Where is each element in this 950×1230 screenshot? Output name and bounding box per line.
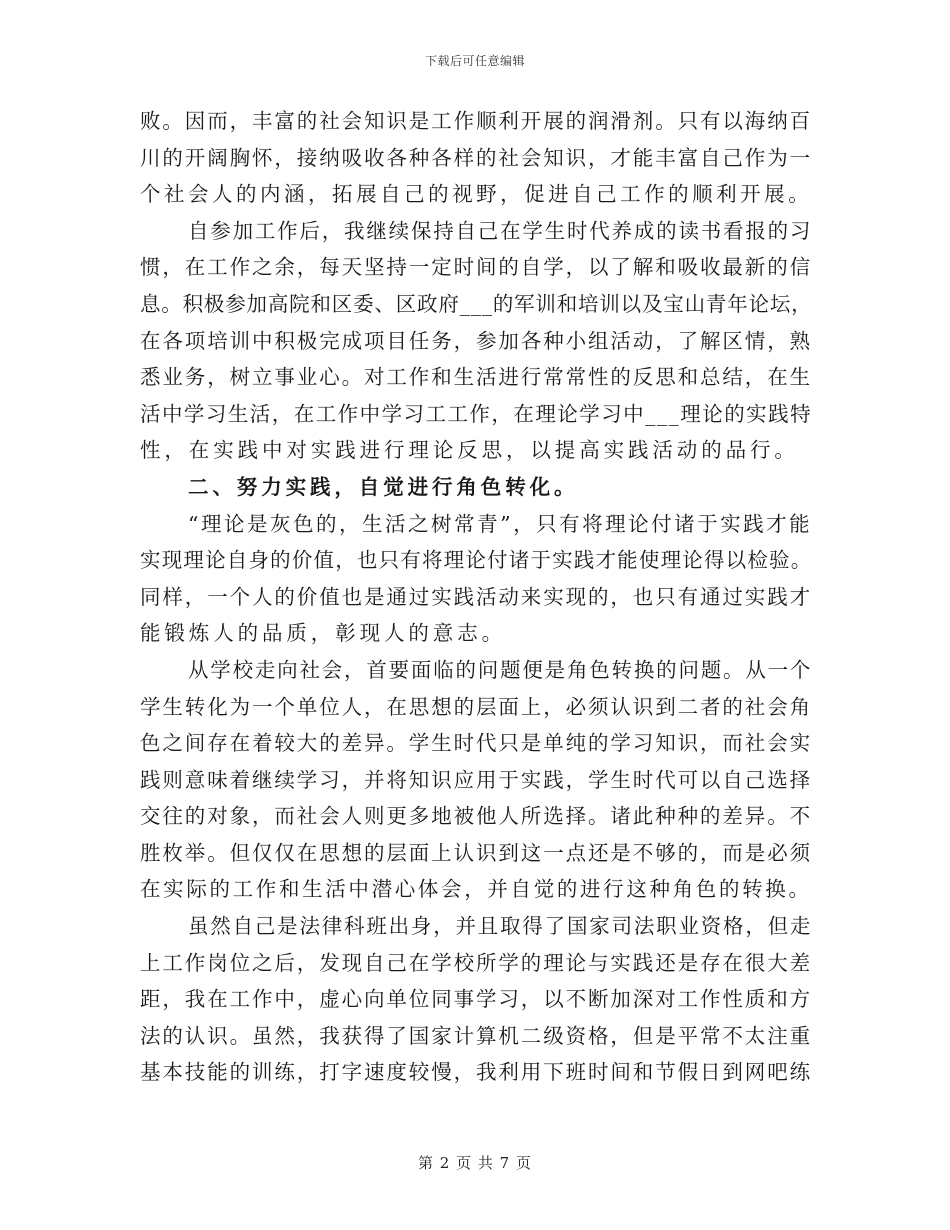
text-line: 悉业务，树立事业心。对工作和生活进行常常性的反思和总结，在生: [140, 365, 812, 390]
text-line: 从学校走向社会，首要面临的问题便是角色转换的问题。从一个: [188, 657, 813, 682]
text-line: 同样，一个人的价值也是通过实践活动来实现的，也只有通过实践才: [140, 584, 812, 609]
text-line: 在实际的工作和生活中潜心体会，并自觉的进行这种角色的转换。: [140, 877, 812, 902]
text-line: 交往的对象，而社会人则更多地被他人所选择。诸此种种的差异。不: [140, 804, 812, 829]
text-line: 践则意味着继续学习，并将知识应用于实践，学生时代可以自己选择: [140, 767, 812, 792]
page-footer: 第 2 页 共 7 页: [418, 1154, 532, 1172]
text-line: 性，在实践中对实践进行理论反思，以提高实践活动的品行。: [140, 438, 799, 463]
text-line: 自参加工作后，我继续保持自己在学生时代养成的读书看报的习: [188, 218, 813, 243]
document-body: [140, 103, 812, 1091]
text-line: 败。因而，丰富的社会知识是工作顺利开展的润滑剂。只有以海纳百: [140, 109, 812, 133]
section-heading: 二、努力实践，自觉进行角色转化。: [188, 474, 579, 499]
text-line: 实现理论自身的价值，也只有将理论付诸于实践才能使理论得以检验。: [140, 548, 813, 573]
text-line: 学生转化为一个单位人，在思想的层面上，必须认识到二者的社会角: [140, 694, 812, 719]
text-line: 在各项培训中积极完成项目任务，参加各种小组活动，了解区情，熟: [140, 328, 812, 353]
text-line: 虽然自己是法律科班出身，并且取得了国家司法职业资格，但走: [188, 914, 813, 939]
text-line: 活中学习生活，在工作中学习工工作，在理论学习中___理论的实践特: [140, 401, 813, 426]
text-line: 川的开阔胸怀，接纳吸收各种各样的社会知识，才能丰富自己作为一: [140, 145, 812, 170]
text-line: 惯，在工作之余，每天坚持一定时间的自学，以了解和吸收最新的信: [140, 255, 812, 280]
text-line: 能锻炼人的品质，彰现人的意志。: [140, 621, 506, 646]
text-line: “理论是灰色的，生活之树常青”，只有将理论付诸于实践才能: [188, 511, 813, 536]
text-line: 法的认识。虽然，我获得了国家计算机二级资格，但是平常不太注重: [140, 1023, 812, 1048]
text-line: 基本技能的训练，打字速度较慢，我利用下班时间和节假日到网吧练: [140, 1060, 812, 1085]
text-line: 个社会人的内涵，拓展自己的视野，促进自己工作的顺利开展。: [140, 182, 813, 207]
text-line: 上工作岗位之后，发现自己在学校所学的理论与实践还是存在很大差: [140, 950, 812, 975]
text-line: 息。积极参加高院和区委、区政府___的军训和培训以及宝山青年论坛，: [140, 291, 813, 316]
text-line: 胜枚举。但仅仅在思想的层面上认识到这一点还是不够的，而是必须: [140, 840, 812, 865]
text-line: 距，我在工作中，虚心向单位同事学习，以不断加深对工作性质和方: [140, 987, 812, 1012]
page-header: 下载后可任意编辑: [424, 54, 525, 68]
text-line: 色之间存在着较大的差异。学生时代只是单纯的学习知识，而社会实: [140, 731, 812, 756]
